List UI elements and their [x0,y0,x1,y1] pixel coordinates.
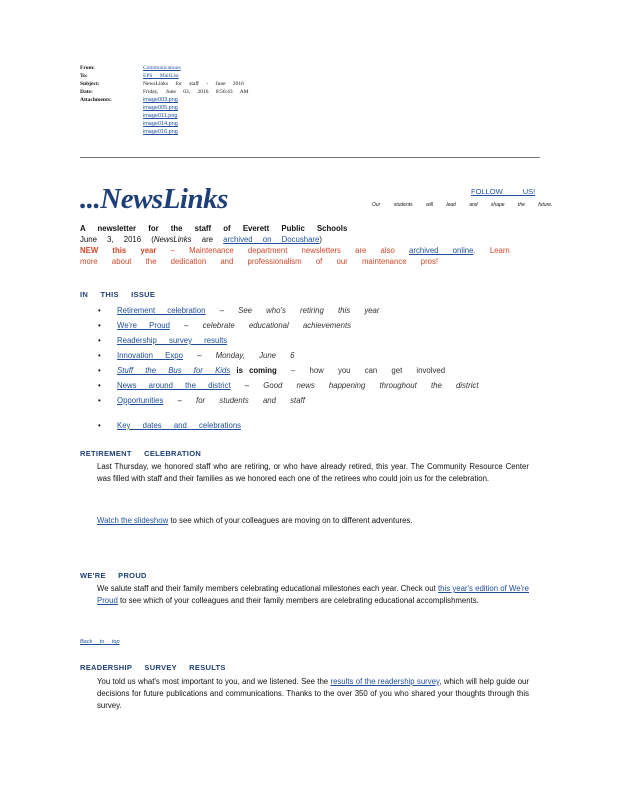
toc-item [98,418,479,433]
newsletter-title: A newsletter for the staff of Everett Public Schools [80,224,348,233]
new-tail: . Learn more about the dedication and professionalism of our maintenance pros! [80,246,510,266]
from-label: From: [80,65,95,71]
issue-date: June 3, 2016 ( [80,235,154,244]
retirement-heading: RETIREMENT CELEBRATION [80,449,202,458]
proud-heading: WE'RE PROUD [80,571,147,580]
toc-item [98,333,479,348]
new-text: – Maintenance department newsletters are also [156,246,410,255]
toc-link-retirement[interactable]: Retirement celebration [117,306,206,315]
email-header [80,64,249,136]
slideshow-text: to see which of your colleagues are moving on to different adventures. [168,516,413,525]
toc-desc: – how you can get involved [276,366,446,375]
survey-text-a: You told us what's most important to you, and we listened. See the [97,677,331,686]
new-label: NEW this year [80,246,157,255]
from-link[interactable]: Communications [143,65,181,71]
proud-paragraph [97,583,529,607]
attachments-list [143,96,178,136]
toc-link-expo[interactable]: Innovation Expo [117,351,183,360]
toc-desc: – See who's retiring this year [205,306,380,315]
slideshow-link[interactable]: Watch the slideshow [97,516,169,525]
toc-link-survey[interactable]: Readership survey results [117,336,228,345]
subject-value: NewsLinks for staff - June 2016 [143,81,244,87]
toc-link-opportunities[interactable]: Opportunities [117,396,164,405]
toc-desc: – Monday, June 6 [182,351,295,360]
newslinks-logo: ...NewsLinks [80,183,228,215]
archived-suffix: ) [319,235,322,244]
date-value: Friday, June 03, 2016 8:56:43 AM [143,89,249,95]
toc-link-key-dates[interactable]: Key dates and celebrations [117,421,242,430]
attachment-link[interactable]: image005.png [143,105,178,111]
to-link[interactable]: EPS MailList [143,73,179,79]
retirement-paragraph: Last Thursday, we honored staff who are retiring, or who have already retired, this year. The Community Resource Center was filled with staff and their families as we honored each one of the retirees who could join us for the celebration. [97,462,529,483]
toc-item [98,348,479,363]
archived-prefix: are [191,235,224,244]
proud-edition-link[interactable]: this year's edition of We're Proud [97,584,529,605]
toc-desc: – celebrate educational achievements [169,321,352,330]
attachment-link[interactable]: image011.png [143,113,178,119]
proud-text-a: We salute staff and their family members celebrating educational milestones each year. Check out [97,584,438,593]
in-this-issue-heading: IN THIS ISSUE [80,290,156,299]
toc-link-news[interactable]: News around the district [117,381,231,390]
follow-us-link[interactable]: FOLLOW US! [471,187,536,196]
to-label: To: [80,73,88,79]
toc-item [98,378,479,393]
survey-heading: READERSHIP SURVEY RESULTS [80,663,226,672]
toc-list [98,303,479,433]
toc-item [98,363,479,378]
subject-label: Subject: [80,81,100,87]
slideshow-paragraph [97,515,529,527]
date-label: Date: [80,89,93,95]
toc-bold: is coming [230,366,277,375]
toc-item [98,393,479,408]
attachment-link[interactable]: image016.png [143,129,178,135]
toc-link-stuff-bus[interactable]: Stuff the Bus for Kids [117,366,231,375]
toc-desc: – Good news happening throughout the district [230,381,479,390]
toc-link-proud[interactable]: We're Proud [117,321,170,330]
attachment-link[interactable]: image014.png [143,121,178,127]
back-to-top-link[interactable]: Back to top [80,639,120,645]
tagline: Our students will lead and shape the future. [372,202,553,208]
archived-docushare-link[interactable]: archived on Docushare [223,235,320,244]
toc-desc: – for students and staff [163,396,305,405]
attachments-label: Attachments: [80,97,112,103]
header-divider [80,157,540,158]
attachment-link[interactable]: image003.png [143,97,178,103]
intro-block [80,223,530,267]
archived-online-link[interactable]: archived online [409,246,474,255]
toc-item [98,303,479,318]
toc-item [98,318,479,333]
survey-results-link[interactable]: results of the readership survey [330,677,440,686]
proud-text-b: to see which of your colleagues and their family members are celebrating educational accomplishments. [117,596,479,605]
newslinks-italic: NewsLinks [153,235,192,244]
new-this-year [80,245,530,267]
issue-date-line [80,234,530,245]
survey-text-b: , which will help guide our decisions for future publications and communications. Thanks to the over 350 of you who shared your thoughts through this survey. [97,677,529,710]
survey-paragraph [97,676,529,712]
